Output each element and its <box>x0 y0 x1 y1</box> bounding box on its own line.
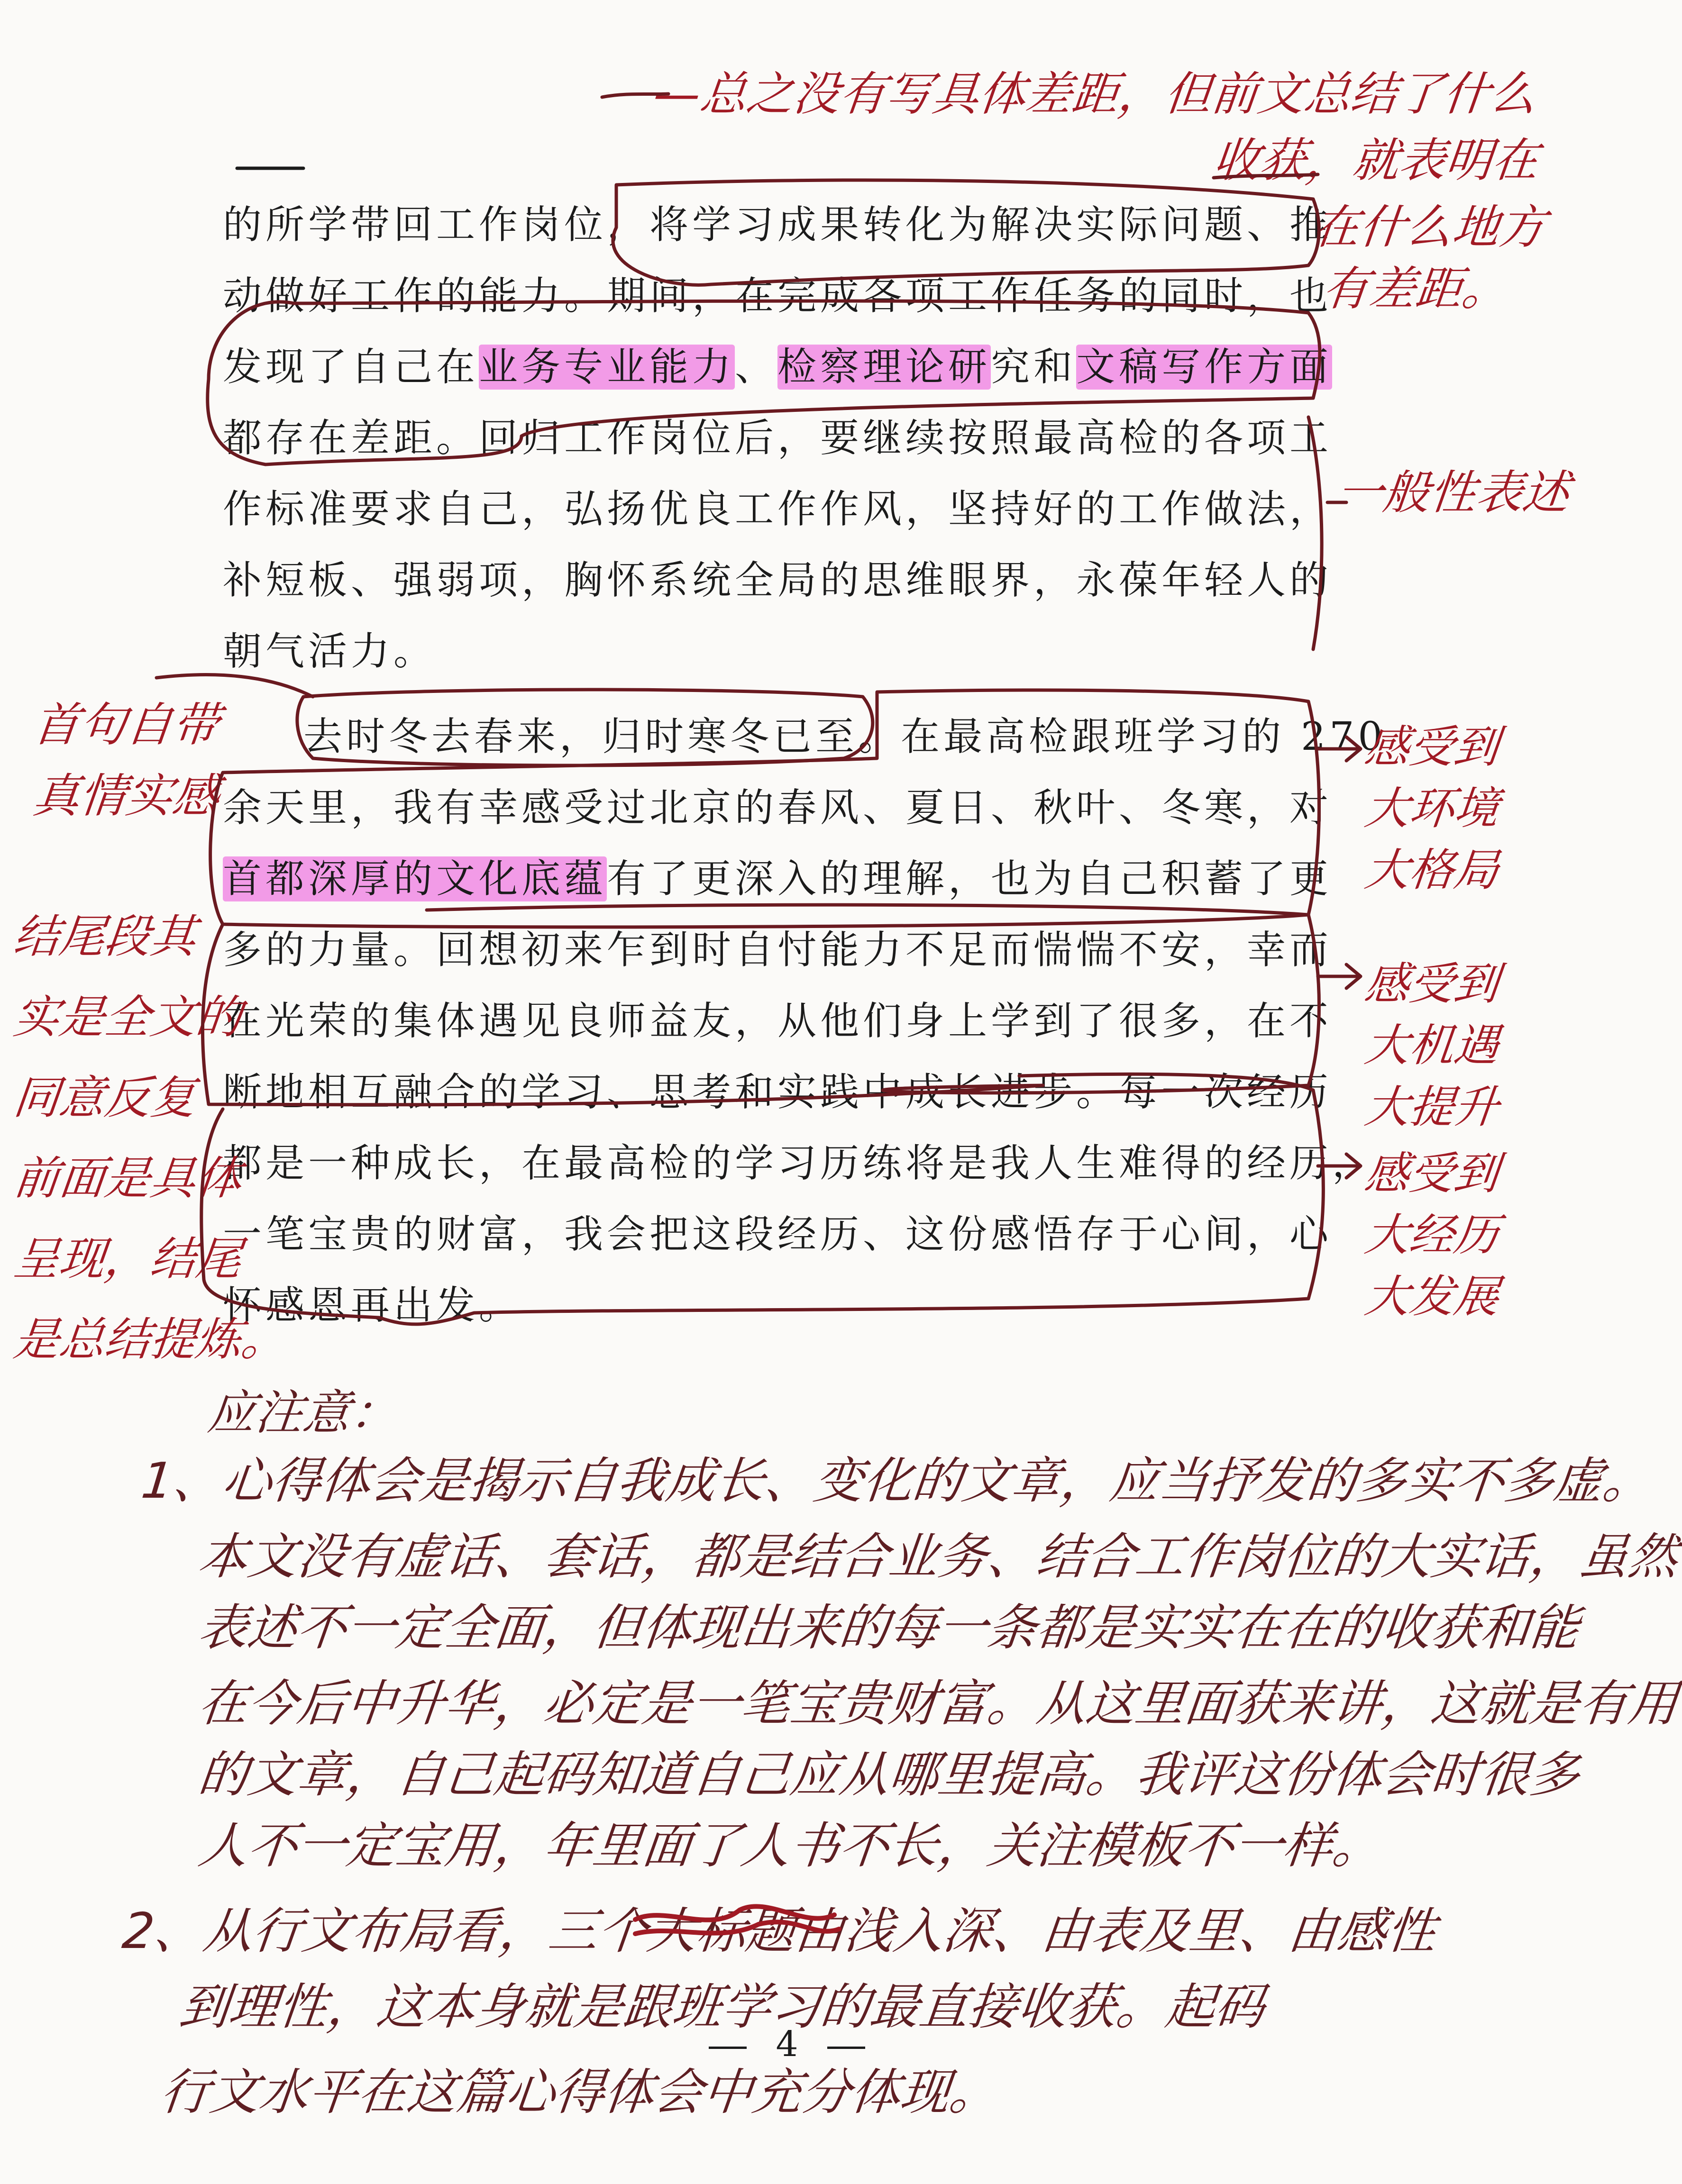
handwritten-note-line: 呈现，结尾 <box>11 1232 245 1285</box>
handwritten-note-line: 感受到 <box>1362 721 1501 773</box>
annotation-first-sentence-2: 真情实感 <box>30 769 222 823</box>
handwritten-note-line: 结尾段其 <box>11 910 199 963</box>
review-line: 的文章，自己起码知道自己应从哪里提高。我评这份体会时很多 <box>195 1746 1582 1803</box>
body-line: 怀感恩再出发。 <box>223 1283 522 1328</box>
review-heading: 应注意： <box>205 1385 401 1440</box>
review-line: 人不一定宝用，年里面了人书不长，关注模板不一样。 <box>195 1817 1385 1875</box>
body-line <box>223 844 1333 915</box>
body-line: 都存在差距。回归工作岗位后，要继续按照最高检的各项工 <box>223 416 1333 461</box>
body-line: 的所学带回工作岗位，将学习成果转化为解决实际问题、推 <box>223 202 1333 247</box>
review-line: 2、从行文布局看，三个大标题由浅入深、由表及里、由感性 <box>119 1902 1439 1960</box>
body-line: 余天里，我有幸感受过北京的春风、夏日、秋叶、冬寒，对 <box>223 785 1333 830</box>
handwritten-note-line: 感受到 <box>1362 1148 1501 1200</box>
handwritten-note-line: 同意反复 <box>11 1071 199 1124</box>
highlighted-phrase: 检察理论研 <box>777 345 991 390</box>
handwritten-note-line: 大格局 <box>1362 845 1501 896</box>
review-line: 到理性，这本身就是跟班学习的最直接收获。起码 <box>176 1978 1268 2036</box>
handwritten-note-line: 大提升 <box>1362 1082 1501 1133</box>
annotation-top-line2: 收获，就表明在 <box>1210 134 1542 188</box>
handwritten-note-line: 前面是具体 <box>11 1152 245 1205</box>
text-segment: 、 <box>735 345 778 390</box>
handwritten-note-line: 实是全文的 <box>11 991 245 1044</box>
highlighted-phrase: 文稿写作方面 <box>1076 345 1333 390</box>
annotation-general-statement: 一般性表述 <box>1334 466 1572 520</box>
annotation-first-sentence-1: 首句自带 <box>30 698 222 752</box>
body-line: 补短板、强弱项，胸怀系统全局的思维眼界，永葆年轻人的 <box>223 558 1333 603</box>
body-line <box>223 332 1333 403</box>
body-line: 作标准要求自己，弘扬优良工作作风，坚持好的工作做法， <box>223 487 1333 532</box>
annotation-gap-line1: 在什么地方 <box>1310 200 1549 255</box>
review-line: 行文水平在这篇心得体会中充分体现。 <box>157 2063 1002 2121</box>
annotation-gap-line2: 有差距。 <box>1320 262 1512 316</box>
handwritten-note-line: 感受到 <box>1362 958 1501 1010</box>
body-line: 在光荣的集体遇见良师益友，从他们身上学到了很多，在不 <box>223 999 1333 1044</box>
body-line: 断地相互融合的学习、思考和实践中成长进步。每一次经历 <box>223 1070 1333 1115</box>
body-line: 朝气活力。 <box>223 629 437 674</box>
review-line: 表述不一定全面，但体现出来的每一条都是实实在在的收获和能 <box>195 1599 1582 1656</box>
review-line: 在今后中升华，必定是一笔宝贵财富。从这里面获来讲，这就是有用 <box>195 1674 1681 1732</box>
body-line: 去时冬去春来，归时寒冬已至。在最高检跟班学习的 270 <box>303 714 1387 759</box>
handwritten-note-line: 大环境 <box>1362 783 1501 835</box>
body-line: 一笔宝贵的财富，我会把这段经历、这份感悟存于心间，心 <box>223 1212 1333 1257</box>
body-line: 多的力量。回想初来乍到时自忖能力不足而惴惴不安，幸而 <box>223 928 1333 973</box>
annotation-top-line1: —总之没有写具体差距，但前文总结了什么 <box>651 67 1540 121</box>
body-line: 都是一种成长，在最高检的学习历练将是我人生难得的经历， <box>223 1141 1375 1186</box>
handwritten-note-line: 大机遇 <box>1362 1020 1501 1072</box>
review-line: 本文没有虚话、套话，都是结合业务、结合工作岗位的大实话，虽然 <box>195 1528 1681 1585</box>
handwritten-note-line: 大发展 <box>1362 1271 1501 1323</box>
highlighted-phrase: 业务专业能力 <box>479 345 735 390</box>
handwritten-note-line: 是总结提炼。 <box>11 1313 290 1366</box>
review-line: 1、心得体会是揭示自我成长、变化的文章，应当抒发的多实不多虚。 <box>138 1452 1655 1510</box>
body-line: 动做好工作的能力。期间，在完成各项工作任务的同时，也 <box>223 273 1333 318</box>
handwritten-note-line: 大经历 <box>1362 1210 1501 1261</box>
text-segment: 究和 <box>991 345 1077 390</box>
text-segment: 发现了自己在 <box>223 345 479 390</box>
text-segment: 有了更深入的理解，也为自己积蓄了更 <box>607 856 1333 901</box>
highlighted-phrase: 首都深厚的文化底蕴 <box>223 856 607 901</box>
page-number: 4 <box>754 2024 820 2065</box>
